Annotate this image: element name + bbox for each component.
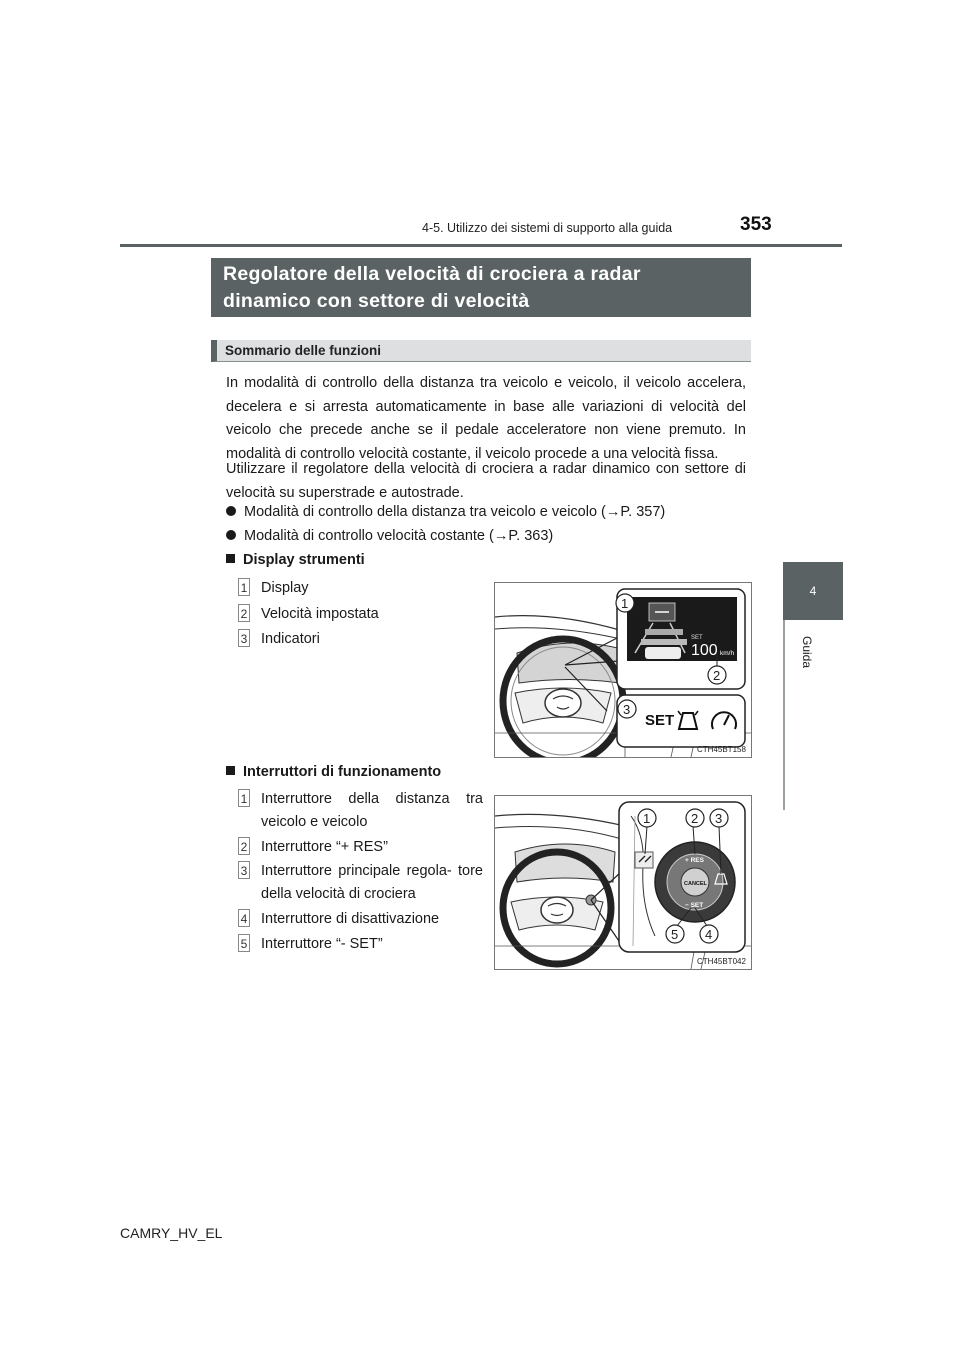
callout-1: 1	[643, 811, 651, 826]
item-number: 1	[238, 578, 250, 596]
chapter-tab-rule	[783, 620, 785, 810]
section-heading-switches: Interruttori di funzionamento	[226, 764, 441, 780]
item-text: Interruttore “+ RES”	[261, 839, 388, 855]
res-label: + RES	[685, 857, 704, 864]
usage-paragraph: Utilizzare il regolatore della velocità di crociera a radar dinamico con settore di velocità su superstrade e autostrade.	[226, 461, 746, 501]
list-item	[238, 908, 483, 931]
bullet-dot	[226, 530, 236, 540]
set-speed-value: 100	[691, 642, 718, 659]
item-number: 1	[238, 789, 250, 807]
page-number: 353	[740, 214, 772, 235]
list-item	[238, 836, 483, 859]
item-text: Velocità impostata	[261, 606, 379, 622]
figure-code: CTH45BT158	[697, 745, 746, 754]
cancel-label: CANCEL	[684, 881, 707, 887]
bullet-item	[226, 526, 553, 546]
list-item	[238, 603, 483, 626]
chapter-label: Guida	[800, 635, 814, 669]
list-item	[238, 860, 483, 906]
item-text: Display	[261, 580, 309, 596]
switches-figure	[494, 795, 752, 970]
callout-3: 3	[715, 811, 723, 826]
bullet-dot	[226, 506, 236, 516]
item-text: Interruttore “- SET”	[261, 936, 383, 952]
item-number: 4	[238, 909, 250, 927]
callout-1: 1	[621, 596, 629, 611]
chapter-number: 4	[809, 584, 817, 598]
set-label: − SET	[685, 902, 704, 909]
instrument-display-figure	[494, 582, 752, 758]
item-number: 2	[238, 837, 250, 855]
page-title-line-1: Regolatore della velocità di crociera a radar	[223, 263, 641, 285]
item-text: Interruttore principale regola- tore della velocità di crociera	[261, 863, 483, 902]
square-bullet-icon	[226, 554, 235, 563]
list-item	[238, 628, 483, 651]
section-heading-display: Display strumenti	[226, 552, 365, 568]
bullet-item	[226, 502, 665, 522]
item-text: Indicatori	[261, 631, 320, 647]
item-number: 3	[238, 861, 250, 879]
subheading: Sommario delle funzioni	[211, 340, 751, 362]
set-speed-label: SET	[691, 635, 703, 641]
item-text: Interruttore di disattivazione	[261, 911, 440, 927]
chapter-tab[interactable]	[783, 562, 843, 620]
page-title-line-2: dinamico con settore di velocità	[223, 290, 530, 312]
document-code: CAMRY_HV_EL	[120, 1225, 223, 1241]
switches-illustration	[495, 796, 751, 969]
item-text: Interruttore della distanza tra veicolo e veicolo	[261, 791, 483, 830]
set-speed-unit: km/h	[720, 650, 735, 657]
list-item	[238, 933, 483, 956]
bullet-text: Modalità di controllo della distanza tra veicolo e veicolo (→P. 357)	[244, 504, 666, 520]
section-breadcrumb: 4-5. Utilizzo dei sistemi di supporto alla guida	[422, 221, 673, 235]
callout-2: 2	[691, 811, 699, 826]
callout-3: 3	[623, 702, 631, 717]
list-item	[238, 577, 483, 600]
bullet-text: Modalità di controllo velocità costante (→P. 363)	[244, 528, 554, 544]
intro-paragraph: In modalità di controllo della distanza tra veicolo e veicolo, il veicolo accelera, decelera e si arresta automaticamente in base alle variazioni di velocità del veicolo che precede anche se il pedale acceleratore non viene premuto. In modalità di controllo velocità costante, il veicolo procede a una velocità fissa.	[226, 375, 746, 462]
square-bullet-icon	[226, 766, 235, 775]
header-rule	[120, 244, 842, 247]
item-number: 5	[238, 934, 250, 952]
set-indicator: SET	[645, 712, 675, 729]
page-title	[211, 258, 751, 317]
callout-5: 5	[671, 927, 679, 942]
callout-2: 2	[713, 668, 721, 683]
distance-switch-icon	[635, 852, 653, 868]
list-item	[238, 788, 483, 834]
instrument-display-illustration	[495, 583, 751, 757]
callout-4: 4	[705, 927, 713, 942]
item-number: 3	[238, 629, 250, 647]
figure-code: CTH45BT042	[697, 957, 746, 966]
item-number: 2	[238, 604, 250, 622]
